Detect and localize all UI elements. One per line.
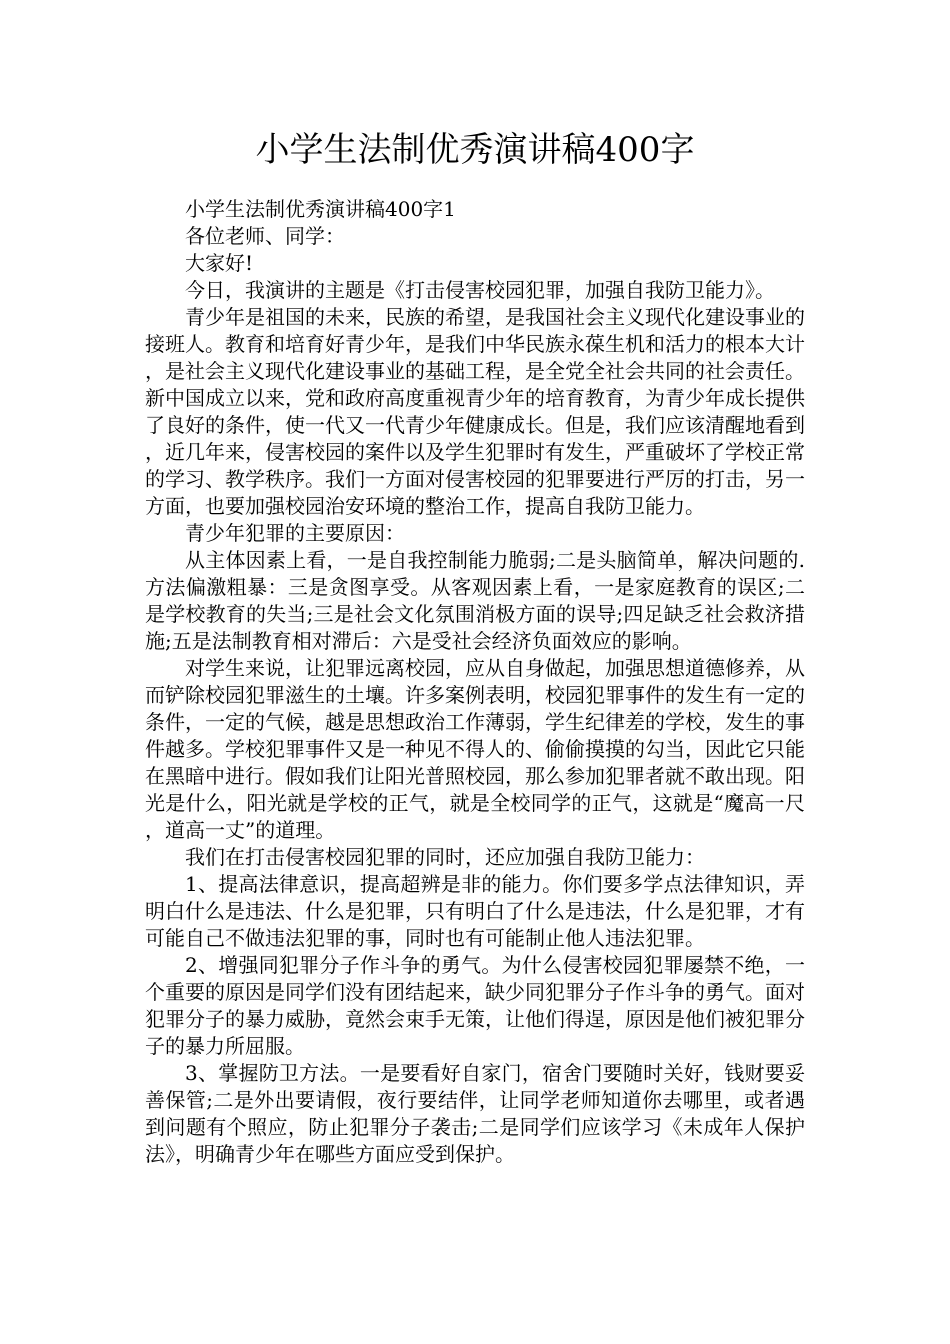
paragraph-theme: 今日，我演讲的主题是《打击侵害校园犯罪，加强自我防卫能力》。: [185, 278, 775, 302]
paragraph-defense-heading: 我们在打击侵害校园犯罪的同时，还应加强自我防卫能力：: [185, 845, 705, 869]
paragraph-subtitle: 小学生法制优秀演讲稿400字1: [185, 197, 456, 221]
paragraph-point-3: 3、掌握防卫方法。一是要看好自家门，宿舍门要随时关好，钱财要妥善保管;二是外出要请假，夜行要结伴，让同学老师知道你去哪里，或者遇到问题有个照应，防止犯罪分子袭击;二是同学们应该学习《未成年人保护法》，明确青少年在哪些方面应受到保护。: [145, 1061, 805, 1166]
paragraph-greeting: 大家好!: [185, 251, 254, 275]
paragraph-causes-heading: 青少年犯罪的主要原因：: [185, 521, 405, 545]
paragraph-point-2: 2、增强同犯罪分子作斗争的勇气。为什么侵害校园犯罪屡禁不绝，一个重要的原因是同学们没有团结起来，缺少同犯罪分子作斗争的勇气。面对犯罪分子的暴力威胁，竟然会束手无策，让他们得逞，原因是他们被犯罪分子的暴力所屈服。: [145, 953, 805, 1058]
document-title: 小学生法制优秀演讲稿400字: [255, 130, 695, 170]
paragraph-point-1: 1、提高法律意识，提高超辨是非的能力。你们要多学点法律知识，弄明白什么是违法、什么是犯罪，只有明白了什么是违法，什么是犯罪，才有可能自己不做违法犯罪的事，同时也有可能制止他人违法犯罪。: [145, 872, 805, 950]
paragraph-salutation: 各位老师、同学：: [185, 224, 345, 248]
document-body: [145, 196, 805, 1168]
paragraph-youth-future: 青少年是祖国的未来，民族的希望，是我国社会主义现代化建设事业的接班人。教育和培育好青少年，是我们中华民族永葆生机和活力的根本大计，是社会主义现代化建设事业的基础工程，是全党全社会共同的社会责任。新中国成立以来，党和政府高度重视青少年的培育教育，为青少年成长提供了良好的条件，使一代又一代青少年健康成长。但是，我们应该清醒地看到，近几年来，侵害校园的案件以及学生犯罪时有发生，严重破坏了学校正常的学习、教学秩序。我们一方面对侵害校园的犯罪要进行严厉的打击，另一方面，也要加强校园治安环境的整治工作，提高自我防卫能力。: [145, 305, 805, 518]
paragraph-students: 对学生来说，让犯罪远离校园，应从自身做起，加强思想道德修养，从而铲除校园犯罪滋生的土壤。许多案例表明，校园犯罪事件的发生有一定的条件，一定的气候，越是思想政治工作薄弱，学生纪律差的学校，发生的事件越多。学校犯罪事件又是一种见不得人的、偷偷摸摸的勾当，因此它只能在黑暗中进行。假如我们让阳光普照校园，那么参加犯罪者就不敢出现。阳光是什么，阳光就是学校的正气，就是全校同学的正气，这就是“魔高一尺，道高一丈”的道理。: [145, 656, 805, 842]
paragraph-causes: 从主体因素上看，一是自我控制能力脆弱;二是头脑简单，解决问题的.方法偏激粗暴：三是贪图享受。从客观因素上看，一是家庭教育的误区;二是学校教育的失当;三是社会文化氛围消极方面的误导;四足缺乏社会救济措施;五是法制教育相对滞后：六是受社会经济负面效应的影响。: [145, 548, 805, 653]
